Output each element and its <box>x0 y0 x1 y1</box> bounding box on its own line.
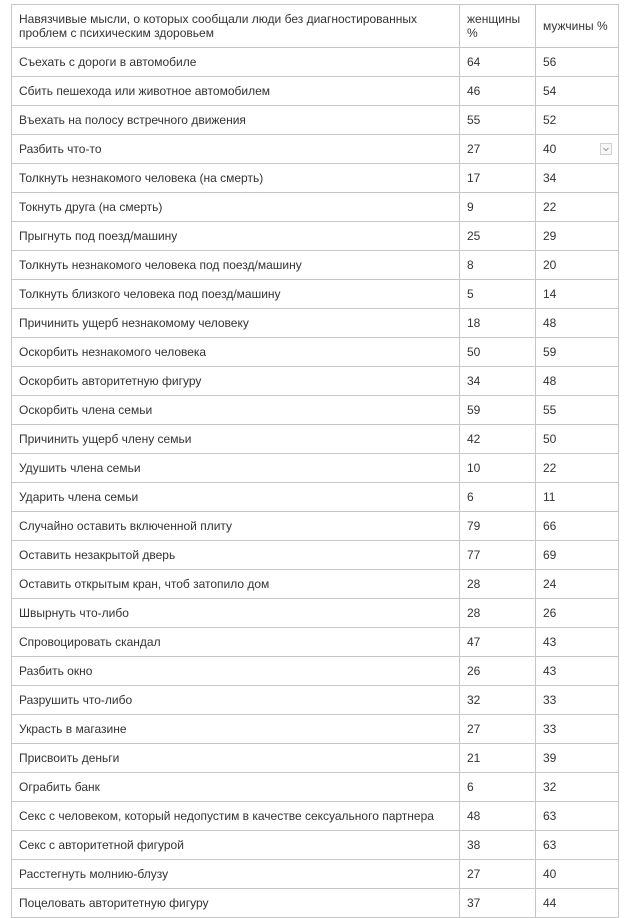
women-value: 38 <box>467 838 481 852</box>
header-men <box>536 5 619 48</box>
table-body <box>12 48 619 918</box>
cell-thought <box>12 889 460 918</box>
thought-text: Въехать на полосу встречного движения <box>19 113 246 127</box>
thought-text: Случайно оставить включенной плиту <box>19 519 233 533</box>
women-value: 17 <box>467 171 481 185</box>
women-value: 28 <box>467 606 481 620</box>
men-value: 22 <box>543 200 557 214</box>
women-value: 79 <box>467 519 481 533</box>
women-value: 37 <box>467 896 481 910</box>
men-cell-wrap <box>543 809 611 823</box>
table-row-11 <box>12 338 619 367</box>
cell-men <box>536 657 619 686</box>
table-row-18 <box>12 541 619 570</box>
thought-text: Оскорбить авторитетную фигуру <box>19 374 202 388</box>
men-cell-wrap <box>543 229 611 243</box>
cell-women <box>460 744 536 773</box>
women-value: 46 <box>467 84 481 98</box>
cell-men <box>536 425 619 454</box>
table-row-4 <box>12 135 619 164</box>
men-value: 40 <box>543 142 557 156</box>
women-value: 25 <box>467 229 481 243</box>
men-value: 26 <box>543 606 557 620</box>
table-row-22 <box>12 657 619 686</box>
men-value: 43 <box>543 635 557 649</box>
cell-women <box>460 48 536 77</box>
men-value: 50 <box>543 432 557 446</box>
header-thought <box>12 5 460 48</box>
cell-women <box>460 628 536 657</box>
cell-men <box>536 251 619 280</box>
table-row-17 <box>12 512 619 541</box>
women-value: 42 <box>467 432 481 446</box>
cell-thought <box>12 570 460 599</box>
table-row-23 <box>12 686 619 715</box>
cell-men <box>536 309 619 338</box>
men-value: 29 <box>543 229 557 243</box>
thought-text: Причинить ущерб члену семьи <box>19 432 192 446</box>
cell-thought <box>12 338 460 367</box>
cell-men <box>536 135 619 164</box>
men-value: 52 <box>543 113 557 127</box>
table-row-1 <box>12 48 619 77</box>
cell-women <box>460 483 536 512</box>
table-row-21 <box>12 628 619 657</box>
men-cell-wrap <box>543 896 611 910</box>
men-value: 66 <box>543 519 557 533</box>
women-value: 10 <box>467 461 481 475</box>
thought-text: Поцеловать авторитетную фигуру <box>19 896 209 910</box>
men-value: 24 <box>543 577 557 591</box>
men-value: 54 <box>543 84 557 98</box>
men-cell-wrap <box>543 519 611 533</box>
men-value: 40 <box>543 867 557 881</box>
women-value: 27 <box>467 722 481 736</box>
table-header <box>12 5 619 48</box>
men-value: 11 <box>543 490 556 504</box>
men-value: 39 <box>543 751 557 765</box>
cell-men <box>536 599 619 628</box>
cell-women <box>460 657 536 686</box>
cell-thought <box>12 628 460 657</box>
cell-thought <box>12 715 460 744</box>
cell-men <box>536 802 619 831</box>
cell-men <box>536 628 619 657</box>
table-row-20 <box>12 599 619 628</box>
cell-men <box>536 889 619 918</box>
header-thought-label: Навязчивые мысли, о которых сообщали люди без диагностированных проблем с психическим здоровьем <box>19 12 417 40</box>
women-value: 6 <box>467 780 474 794</box>
women-value: 50 <box>467 345 481 359</box>
women-value: 6 <box>467 490 474 504</box>
table-row-5 <box>12 164 619 193</box>
table-row-30 <box>12 889 619 918</box>
cell-women <box>460 251 536 280</box>
cell-men <box>536 541 619 570</box>
cell-women <box>460 77 536 106</box>
thought-text: Причинить ущерб незнакомому человеку <box>19 316 249 330</box>
men-cell-wrap <box>543 316 611 330</box>
thought-text: Спровоцировать скандал <box>19 635 161 649</box>
thought-text: Секс с авторитетной фигурой <box>19 838 184 852</box>
cell-thought <box>12 686 460 715</box>
thought-text: Токнуть друга (на смерть) <box>19 200 163 214</box>
men-value: 69 <box>543 548 557 562</box>
cell-thought <box>12 309 460 338</box>
men-cell-wrap <box>543 55 611 69</box>
cell-men <box>536 715 619 744</box>
men-value: 34 <box>543 171 557 185</box>
cell-women <box>460 831 536 860</box>
men-value: 33 <box>543 693 557 707</box>
table-row-6 <box>12 193 619 222</box>
men-value: 32 <box>543 780 557 794</box>
cell-women <box>460 135 536 164</box>
cell-thought <box>12 251 460 280</box>
table-row-9 <box>12 280 619 309</box>
men-cell-wrap <box>543 142 611 156</box>
men-cell-wrap <box>543 635 611 649</box>
men-cell-wrap <box>543 867 611 881</box>
cell-women <box>460 889 536 918</box>
cell-men <box>536 773 619 802</box>
women-value: 77 <box>467 548 481 562</box>
cell-thought <box>12 280 460 309</box>
table-row-8 <box>12 251 619 280</box>
cell-thought <box>12 773 460 802</box>
cell-thought <box>12 106 460 135</box>
women-value: 55 <box>467 113 481 127</box>
men-value: 59 <box>543 345 557 359</box>
cell-women <box>460 338 536 367</box>
table-row-27 <box>12 802 619 831</box>
header-row <box>12 5 619 48</box>
cell-men <box>536 512 619 541</box>
men-value: 43 <box>543 664 557 678</box>
thought-text: Разбить что-то <box>19 142 102 156</box>
thought-text: Разбить окно <box>19 664 93 678</box>
cell-men <box>536 860 619 889</box>
men-cell-wrap <box>543 432 611 446</box>
cell-men <box>536 338 619 367</box>
table-row-19 <box>12 570 619 599</box>
men-value: 44 <box>543 896 557 910</box>
cell-men <box>536 454 619 483</box>
cell-men <box>536 280 619 309</box>
men-cell-wrap <box>543 664 611 678</box>
table-row-26 <box>12 773 619 802</box>
cell-women <box>460 425 536 454</box>
cell-women <box>460 802 536 831</box>
cell-thought <box>12 512 460 541</box>
cell-thought <box>12 425 460 454</box>
cell-men <box>536 164 619 193</box>
men-value: 33 <box>543 722 557 736</box>
cell-thought <box>12 396 460 425</box>
cell-thought <box>12 744 460 773</box>
cell-women <box>460 193 536 222</box>
table-row-3 <box>12 106 619 135</box>
table-row-24 <box>12 715 619 744</box>
women-value: 27 <box>467 867 481 881</box>
women-value: 28 <box>467 577 481 591</box>
thought-text: Украсть в магазине <box>19 722 127 736</box>
cell-women <box>460 512 536 541</box>
women-value: 64 <box>467 55 481 69</box>
men-cell-wrap <box>543 171 611 185</box>
women-value: 5 <box>467 287 474 301</box>
men-value: 48 <box>543 374 557 388</box>
men-cell-wrap <box>543 780 611 794</box>
cell-men <box>536 367 619 396</box>
chevron-down-icon <box>601 144 611 154</box>
header-women <box>460 5 536 48</box>
cell-men <box>536 77 619 106</box>
men-value: 48 <box>543 316 557 330</box>
cell-women <box>460 454 536 483</box>
cell-thought <box>12 657 460 686</box>
cell-women <box>460 164 536 193</box>
cell-women <box>460 860 536 889</box>
thought-text: Оставить открытым кран, чтоб затопило дом <box>19 577 270 591</box>
table-row-14 <box>12 425 619 454</box>
cell-women <box>460 715 536 744</box>
header-men-label: мужчины % <box>543 19 608 33</box>
table-row-15 <box>12 454 619 483</box>
cell-men <box>536 483 619 512</box>
thought-text: Ограбить банк <box>19 780 100 794</box>
thought-text: Толкнуть незнакомого человека (на смерть) <box>19 171 264 185</box>
men-value: 22 <box>543 461 557 475</box>
table-row-7 <box>12 222 619 251</box>
cell-women <box>460 541 536 570</box>
thought-text: Ударить члена семьи <box>19 490 139 504</box>
women-value: 32 <box>467 693 481 707</box>
thought-text: Разрушить что-либо <box>19 693 133 707</box>
women-value: 21 <box>467 751 481 765</box>
women-value: 47 <box>467 635 481 649</box>
thought-text: Оставить незакрытой дверь <box>19 548 176 562</box>
cell-thought <box>12 860 460 889</box>
men-cell-wrap <box>543 84 611 98</box>
table-row-25 <box>12 744 619 773</box>
header-women-label: женщины % <box>467 12 521 40</box>
cell-men <box>536 396 619 425</box>
cell-thought <box>12 135 460 164</box>
cell-thought <box>12 367 460 396</box>
men-cell-wrap <box>543 200 611 214</box>
men-cell-wrap <box>543 287 611 301</box>
thought-text: Толкнуть незнакомого человека под поезд/машину <box>19 258 302 272</box>
men-cell-wrap <box>543 374 611 388</box>
cell-women <box>460 396 536 425</box>
men-value: 63 <box>543 809 557 823</box>
thought-text: Толкнуть близкого человека под поезд/машину <box>19 287 281 301</box>
cell-women <box>460 686 536 715</box>
women-value: 34 <box>467 374 481 388</box>
cell-women <box>460 599 536 628</box>
cell-men <box>536 193 619 222</box>
men-cell-wrap <box>543 113 611 127</box>
men-cell-wrap <box>543 722 611 736</box>
women-value: 26 <box>467 664 481 678</box>
cell-thought <box>12 483 460 512</box>
cell-men <box>536 106 619 135</box>
women-value: 9 <box>467 200 474 214</box>
cell-women <box>460 309 536 338</box>
men-cell-wrap <box>543 548 611 562</box>
cell-women <box>460 222 536 251</box>
men-cell-wrap <box>543 258 611 272</box>
men-value: 56 <box>543 55 557 69</box>
thought-text: Оскорбить члена семьи <box>19 403 153 417</box>
women-value: 48 <box>467 809 481 823</box>
cell-men <box>536 744 619 773</box>
cell-men <box>536 48 619 77</box>
cell-women <box>460 367 536 396</box>
thought-text: Удушить члена семьи <box>19 461 141 475</box>
men-cell-wrap <box>543 693 611 707</box>
cell-thought <box>12 599 460 628</box>
thought-text: Присвоить деньги <box>19 751 120 765</box>
thought-text: Съехать с дороги в автомобиле <box>19 55 197 69</box>
cell-thought <box>12 541 460 570</box>
men-value: 55 <box>543 403 557 417</box>
thought-text: Сбить пешехода или животное автомобилем <box>19 84 270 98</box>
women-value: 8 <box>467 258 474 272</box>
cell-men <box>536 686 619 715</box>
table-row-2 <box>12 77 619 106</box>
cell-women <box>460 570 536 599</box>
table-row-13 <box>12 396 619 425</box>
thought-text: Прыгнуть под поезд/машину <box>19 229 178 243</box>
men-cell-wrap <box>543 606 611 620</box>
men-value: 20 <box>543 258 557 272</box>
cell-thought <box>12 48 460 77</box>
cell-thought <box>12 77 460 106</box>
cell-thought <box>12 164 460 193</box>
men-cell-wrap <box>543 403 611 417</box>
men-cell-wrap <box>543 751 611 765</box>
table-row-29 <box>12 860 619 889</box>
cell-women <box>460 773 536 802</box>
men-cell-wrap <box>543 577 611 591</box>
men-cell-wrap <box>543 490 611 504</box>
women-value: 27 <box>467 142 481 156</box>
thought-text: Швырнуть что-либо <box>19 606 129 620</box>
table-row-16 <box>12 483 619 512</box>
cell-thought <box>12 802 460 831</box>
men-cell-wrap <box>543 838 611 852</box>
men-cell-wrap <box>543 461 611 475</box>
cell-dropdown-button[interactable] <box>600 143 612 155</box>
men-value: 14 <box>543 287 557 301</box>
thought-text: Расстегнуть молнию-блузу <box>19 867 169 881</box>
cell-women <box>460 106 536 135</box>
men-value: 63 <box>543 838 557 852</box>
thought-text: Секс с человеком, который недопустим в качестве сексуального партнера <box>19 809 434 823</box>
cell-thought <box>12 831 460 860</box>
men-cell-wrap <box>543 345 611 359</box>
cell-thought <box>12 193 460 222</box>
cell-women <box>460 280 536 309</box>
cell-thought <box>12 454 460 483</box>
table-row-12 <box>12 367 619 396</box>
women-value: 59 <box>467 403 481 417</box>
women-value: 18 <box>467 316 481 330</box>
table-row-10 <box>12 309 619 338</box>
cell-men <box>536 222 619 251</box>
thought-text: Оскорбить незнакомого человека <box>19 345 207 359</box>
intrusive-thoughts-table <box>11 4 619 918</box>
cell-thought <box>12 222 460 251</box>
cell-men <box>536 570 619 599</box>
cell-men <box>536 831 619 860</box>
table-row-28 <box>12 831 619 860</box>
